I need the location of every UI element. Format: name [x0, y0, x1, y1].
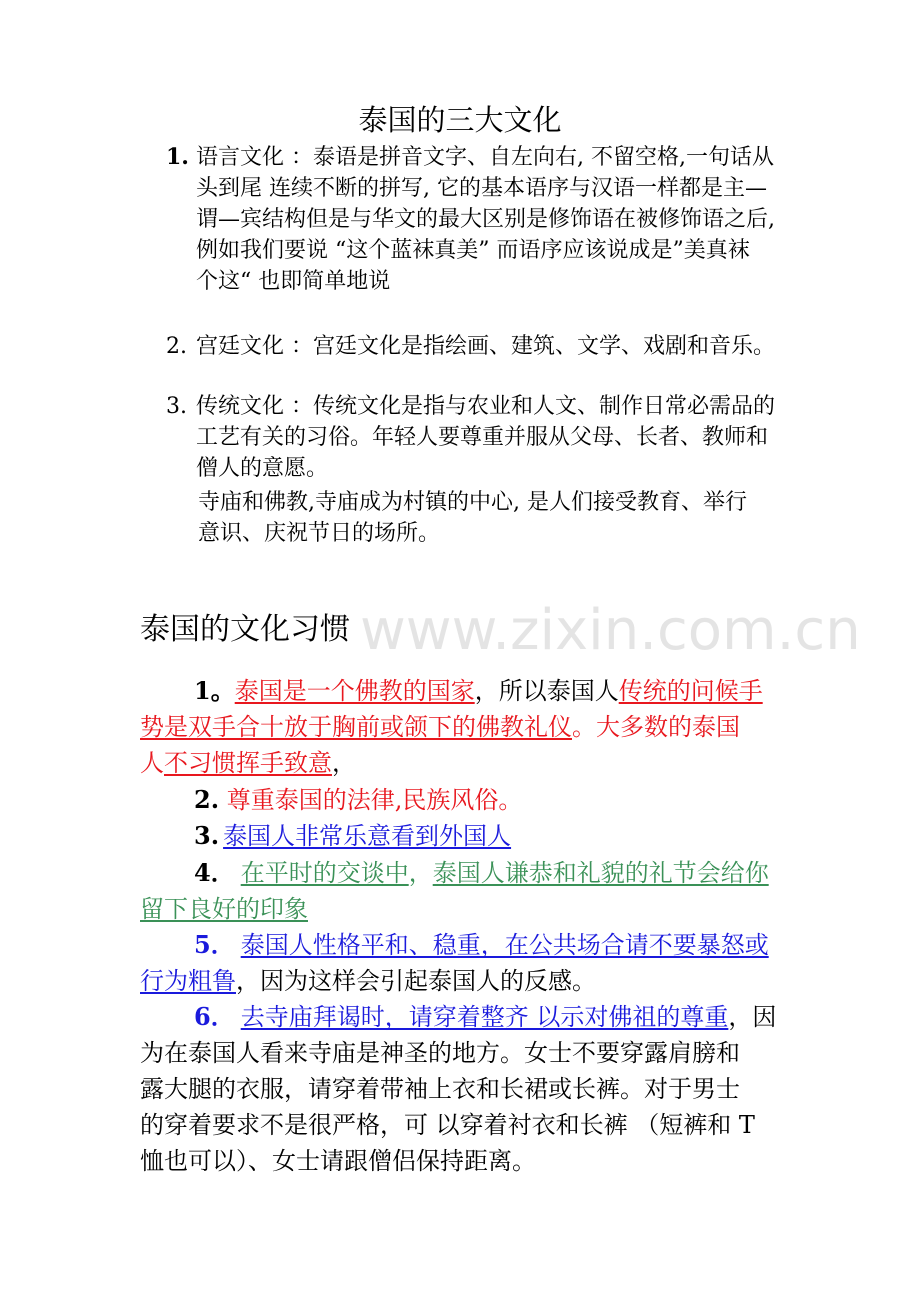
- habit-3-text: 泰国人非常乐意看到外国人: [223, 822, 512, 850]
- habit-5-number: 5．: [194, 930, 235, 959]
- habit-2: [194, 782, 522, 818]
- habit-2-text: 尊重泰国的法律,民族风俗。: [219, 786, 523, 814]
- habit-1-text: 人: [140, 749, 164, 777]
- habit-4-text: ，: [408, 859, 433, 887]
- habit-4-line: [140, 891, 308, 927]
- habit-5-line: [140, 963, 596, 999]
- habit-6-line: 的穿着要求不是很严格，可 以穿着衬衣和长裤 （短裤和 T: [140, 1111, 755, 1139]
- habit-1-line: [194, 673, 763, 709]
- habit-5-line: [194, 927, 769, 963]
- habit-4-phrase: 泰国人谦恭和礼貌的礼节会给你: [432, 859, 769, 887]
- item-2-line: 宫廷文化 ：宫廷文化是指绘画、建筑、文学、戏剧和音乐。: [196, 334, 775, 359]
- item-3-line: 僧人的意愿。: [196, 456, 329, 481]
- habit-5-phrase: 泰国人性格平和、稳重，在公共场合请不要暴怒或: [240, 931, 769, 959]
- item-1-line: 谓—宾结构但是与华文的最大区别是修饰语在被修饰语之后,: [196, 207, 775, 232]
- habit-4-line: [194, 855, 769, 891]
- habit-1-line: [140, 709, 740, 745]
- page-title: 泰国的三大文化: [358, 103, 562, 137]
- item-2-number: 2.: [166, 334, 187, 359]
- item-3-line: 传统文化 ：传统文化是指与农业和人文、制作日常必需品的: [196, 394, 775, 419]
- item-1-number: 1.: [166, 144, 189, 170]
- habit-1-phrase: 不习惯挥手致意: [164, 749, 332, 777]
- habit-3-number: 3.: [194, 821, 220, 850]
- habit-4-phrase: 在平时的交谈中: [240, 859, 409, 887]
- habit-1-text: ，所以泰国人: [474, 677, 619, 705]
- habit-6-line: 露大腿的衣服，请穿着带袖上衣和长裙或长裤。对于男士: [140, 1075, 740, 1103]
- section-title: 泰国的文化习惯: [140, 612, 350, 647]
- habit-6-line: 恤也可以）、女士请跟僧侣保持距离。: [140, 1147, 536, 1175]
- habit-1-text: ，: [332, 749, 356, 777]
- item-1-line: 头到尾 连续不断的拼写, 它的基本语序与汉语一样都是主—: [196, 176, 767, 201]
- item-3-line: 工艺有关的习俗。年轻人要尊重并服从父母、长者、教师和: [196, 425, 769, 450]
- habit-1-line: [140, 745, 356, 781]
- habit-1-number: 1。: [194, 676, 235, 705]
- item-3-extra-line: 意识、庆祝节日的场所。: [198, 521, 441, 546]
- habit-1-phrase: 势是双手合十放于胸前或颌下的佛教礼仪: [140, 713, 572, 741]
- item-1-line: 个这“ 也即简单地说: [196, 269, 391, 294]
- habit-6-line: [194, 999, 776, 1035]
- habit-6-number: 6．: [194, 1002, 235, 1031]
- habit-1-phrase: 传统的问候手: [618, 677, 763, 705]
- watermark: www.zixin.com.cn: [360, 598, 861, 663]
- item-1-line: 例如我们要说 “这个蓝袜真美” 而语序应该说成是”美真袜: [196, 238, 750, 263]
- item-3-extra-line: 寺庙和佛教,寺庙成为村镇的中心, 是人们接受教育、举行: [198, 490, 747, 515]
- habit-3: [194, 818, 511, 854]
- habit-4-number: 4．: [194, 858, 235, 887]
- habit-1-text: 。大多数的泰国: [572, 713, 740, 741]
- habit-4-phrase: 留下良好的印象: [140, 895, 308, 923]
- habit-6-phrase: 去寺庙拜谒时，请穿着整齐 以示对佛祖的尊重: [240, 1003, 729, 1031]
- habit-5-phrase: 行为粗鲁: [140, 967, 236, 995]
- item-1-line: 语言文化 ：泰语是拼音文字、自左向右, 不留空格,一句话从: [196, 145, 774, 170]
- habit-6-line: 为在泰国人看来寺庙是神圣的地方。女士不要穿露肩膀和: [140, 1039, 740, 1067]
- habit-2-number: 2.: [194, 785, 220, 814]
- habit-6-text: ，因: [728, 1003, 777, 1031]
- habit-1-phrase: 泰国是一个佛教的国家: [234, 677, 475, 705]
- habit-5-text: ，因为这样会引起泰国人的反感。: [236, 967, 596, 995]
- item-3-number: 3.: [166, 394, 187, 419]
